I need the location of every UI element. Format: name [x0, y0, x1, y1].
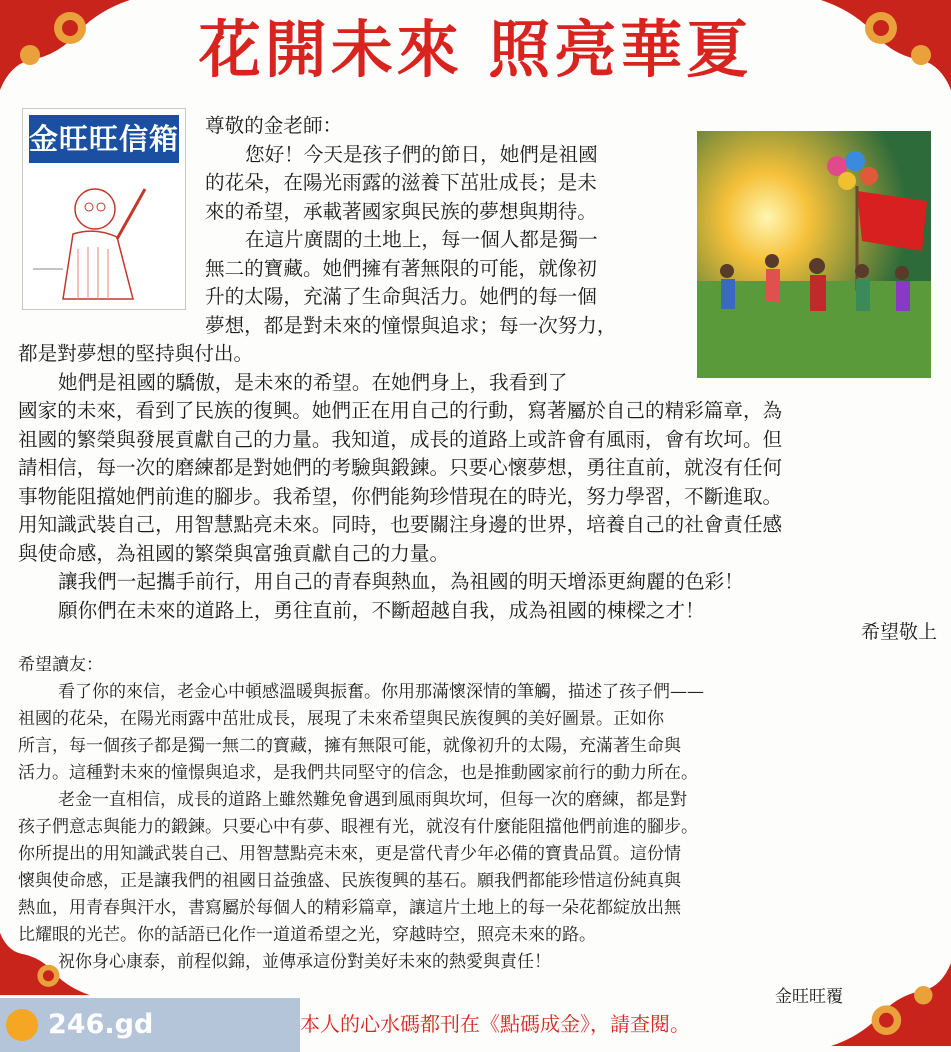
reply-line: 熱血，用青春與汗水，書寫屬於每個人的精彩篇章，讓這片土地上的每一朵花都綻放出無 — [18, 898, 681, 918]
column-label: 金旺旺信箱 — [29, 115, 179, 163]
letter-line: 與使命感，為祖國的繁榮與富強貢獻自己的力量。 — [18, 541, 450, 565]
page-title: 花開未來 照亮華夏 — [198, 13, 753, 86]
reply-line: 孩子們意志與能力的鍛鍊。只要心中有夢、眼裡有光，就沒有什麼能阻擋他們前進的腳步。 — [18, 817, 698, 837]
watermark-text: 246.gd — [48, 1009, 154, 1040]
letter-line: 請相信，每一次的磨練都是對她們的考驗與鍛鍊。只要心懷夢想，勇往直前，就沒有任何 — [18, 456, 783, 479]
reply-line: 祝你身心康泰，前程似錦，並傳承這份對美好未來的熱愛與責任！ — [58, 952, 551, 972]
watermark-logo-icon — [6, 1009, 38, 1041]
letter-line: 夢想，都是對未來的憧憬與追求；每一次努力， — [205, 313, 617, 337]
letter-line: 讓我們一起攜手前行，用自己的青春與熱血，為祖國的明天增添更絢麗的色彩！ — [58, 570, 744, 593]
letter-line: 在這片廣闊的土地上，每一個人都是獨一 — [245, 228, 598, 251]
letter-line: 願你們在未來的道路上，勇往直前，不斷超越自我，成為祖國的棟樑之才！ — [58, 598, 705, 622]
letter-line: 祖國的繁榮與發展貢獻自己的力量。我知道，成長的道路上或許會有風雨，會有坎坷。但 — [18, 427, 783, 451]
letter-line: 用知識武裝自己，用智慧點亮未來。同時，也要關注身邊的世界，培養自己的社會責任感 — [18, 513, 783, 536]
reply-line: 比耀眼的光芒。你的話語已化作一道道希望之光，穿越時空，照亮未來的路。 — [18, 925, 596, 945]
site-watermark[interactable] — [0, 998, 300, 1052]
letter-line: 來的希望，承載著國家與民族的夢想與期待。 — [205, 199, 597, 223]
letter-full-block — [18, 340, 938, 625]
letter-line: 都是對夢想的堅持與付出。 — [18, 342, 254, 365]
footer-note: 本人的心水碼都刊在《點碼成金》，請查閱。 — [300, 1012, 690, 1036]
letter-line: 國家的未來，看到了民族的復興。她們正在用自己的行動，寫著屬於自己的精彩篇章，為 — [18, 399, 783, 422]
reply-signature: 金旺旺覆 — [775, 987, 843, 1007]
reply-line: 看了你的來信，老金心中頓感溫暖與振奮。你用那滿懷深情的筆觸，描述了孩子們—— — [58, 682, 704, 702]
reply-line: 你所提出的用知識武裝自己、用智慧點亮未來，更是當代青少年必備的寶貴品質。這份情 — [18, 844, 681, 864]
columnist-sketch — [33, 169, 173, 304]
reply-line: 祖國的花朵，在陽光雨露中茁壯成長，展現了未來希望與民族復興的美好圖景。正如你 — [18, 709, 664, 729]
letter-signature: 希望敬上 — [860, 621, 937, 643]
reply-salutation: 希望讀友： — [18, 655, 103, 675]
reply-line: 所言，每一個孩子都是獨一無二的寶藏，擁有無限可能，就像初升的太陽，充滿著生命與 — [18, 736, 681, 756]
letter-line: 升的太陽，充滿了生命與活力。她們的每一個 — [205, 285, 597, 308]
column-badge — [22, 108, 186, 310]
letter-salutation: 尊敬的金老師： — [205, 114, 343, 137]
letter-line: 她們是祖國的驕傲，是未來的希望。在她們身上，我看到了 — [58, 370, 568, 394]
reply-line: 活力。這種對未來的憧憬與追求，是我們共同堅守的信念，也是推動國家前行的動力所在。 — [18, 763, 698, 783]
reply-line: 老金一直相信，成長的道路上雖然難免會遇到風雨與坎坷，但每一次的磨練，都是對 — [58, 790, 687, 810]
letter-line: 無二的寶藏。她們擁有著無限的可能，就像初 — [205, 256, 597, 280]
reply-line: 懷與使命感，正是讓我們的祖國日益強盛、民族復興的基石。願我們都能珍惜這份純真與 — [18, 871, 681, 891]
letter-line: 您好！今天是孩子們的節日，她們是祖國 — [245, 142, 598, 166]
letter-top-block — [205, 112, 616, 340]
letter-line: 事物能阻擋她們前進的腳步。我希望，你們能夠珍惜現在的時光，努力學習，不斷進取。 — [18, 484, 783, 508]
letter-line: 的花朵，在陽光雨露的滋養下茁壯成長；是未 — [205, 171, 597, 194]
reply-block — [18, 652, 933, 976]
